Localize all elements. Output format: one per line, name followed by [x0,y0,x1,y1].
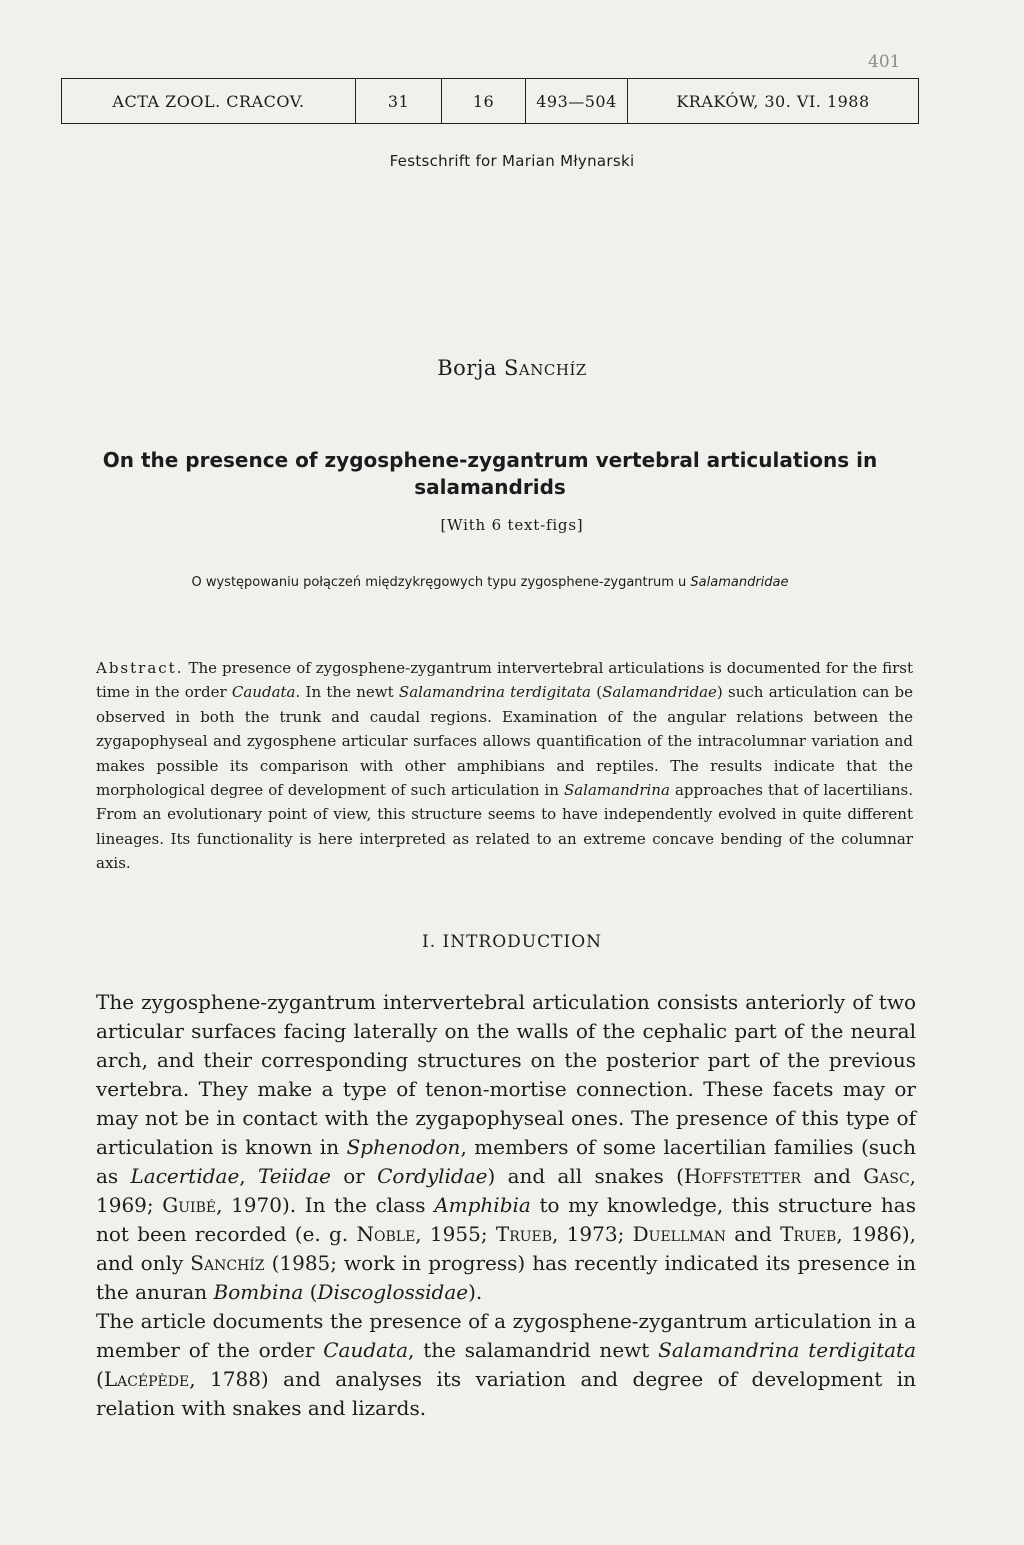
para-text: ). [468,1280,483,1304]
author-line [0,356,1024,380]
abstract-taxon: Salamandrina [563,781,670,800]
para-text: , 1986), and only [96,1222,917,1275]
abstract-taxon: Salamandrina terdigitata [398,683,591,702]
para-text: and [725,1222,781,1246]
para-taxon: Teiidae [257,1164,331,1188]
para-text: and [801,1164,864,1188]
para-text: ) and all snakes ( [487,1164,684,1188]
para-text: ( [96,1367,104,1391]
abstract-text: . In the newt [295,683,399,702]
para-text: , [239,1164,258,1188]
para-text: , 1970). In the class [216,1193,435,1217]
abstract-text: ) such articulation can be observed in both the trunk and caudal regions. Examination of the angular relations between the zygapophyseal and zygosphene articular surfaces allows quantification of the intracolumnar variation and makes possible its comparison with other amphibians and reptiles. The results indicate that the morphological degree of development of such articulation in [96,683,913,800]
citation-author: Guibé [162,1193,217,1217]
text-figs-note: [With 6 text-figs] [440,516,584,534]
header-volume: 31 [355,79,441,123]
citation-author: Lacépède [103,1367,190,1391]
para-text: , 1969; [96,1164,917,1217]
para-text: , members of some lacertilian families (such as [96,1135,916,1188]
author-last-name: Sanchíz [504,356,587,380]
para-text: , 1955; [415,1222,496,1246]
citation-author: Duellman [632,1222,726,1246]
para-text: , 1788) and analyses its variation and degree of development in relation with snakes and lizards. [96,1367,916,1420]
header-pages: 493—504 [525,79,627,123]
polish-title-taxon: Salamandridae [690,575,789,590]
header-journal: ACTA ZOOL. CRACOV. [61,79,355,123]
para-text: , the salamandrid newt [408,1338,659,1362]
author-first-name: Borja [437,356,497,380]
para-taxon: Lacertidae [130,1164,240,1188]
para-text: The article documents the presence of a zygosphene-zygantrum articulation in a member of the order [96,1309,916,1362]
article-title: On the presence of zygosphene-zygantrum vertebral articulations in salamandrids [102,448,878,499]
polish-title-main: O występowaniu połączeń międzykręgowych typu zygosphene-zygantrum u [191,575,691,590]
intro-paragraph-1 [96,988,916,1307]
citation-author: Trueb [780,1222,837,1246]
journal-header [61,78,919,124]
para-taxon: Amphibia [434,1193,531,1217]
para-text: ( [303,1280,318,1304]
abstract-text: approaches that of lacertilians. From an evolutionary point of view, this structure seems to have independently evolved in quite different lineages. Its functionality is here interpreted as related to an extreme concave bending of the columnar axis. [96,781,913,873]
para-taxon: Cordylidae [377,1164,488,1188]
intro-paragraph-2 [96,1307,916,1423]
citation-author: Trueb [495,1222,553,1246]
abstract-taxon: Salamandridae [602,683,717,702]
header-place-date: KRAKÓW, 30. VI. 1988 [627,79,919,123]
citation-author: Sanchíz [190,1251,265,1275]
festschrift-line: Festschrift for Marian Młynarski [389,152,635,170]
para-taxon: Discoglossidae [317,1280,469,1304]
abstract-taxon: Caudata [231,683,296,702]
para-text: The zygosphene-zygantrum intervertebral articulation consists anteriorly of two articular surfaces facing laterally on the walls of the cephalic part of the neural arch, and their corresponding structures on the posterior part of the previous vertebra. They make a type of tenon-mortise connection. These facets may or may not be in contact with the zygapophyseal ones. The presence of this type of articulation is known in [96,990,916,1159]
para-text: to my knowledge, this structure has not been recorded (e. g. [96,1193,916,1246]
abstract-text: The presence of zygosphene-zygantrum intervertebral articulations is documented for the first time in the order [96,659,913,702]
abstract-text: ( [590,683,603,702]
citation-author: Hoffstetter [683,1164,802,1188]
para-text: , 1973; [552,1222,633,1246]
citation-author: Noble [356,1222,416,1246]
para-text: (1985; work in progress) has recently indicated its presence in the anuran [96,1251,916,1304]
para-taxon: Salamandrina terdigitata [658,1338,916,1362]
polish-title [90,574,890,592]
para-taxon: Bombina [213,1280,304,1304]
para-taxon: Caudata [323,1338,409,1362]
section-heading-introduction: I. INTRODUCTION [421,932,603,952]
abstract-label: Abstract. [96,659,184,677]
para-taxon: Sphenodon [346,1135,461,1159]
abstract [96,656,913,876]
introduction-body [96,988,916,1423]
para-text: or [330,1164,378,1188]
header-issue: 16 [441,79,525,123]
page-number: 401 [868,52,901,72]
citation-author: Gasc [863,1164,910,1188]
